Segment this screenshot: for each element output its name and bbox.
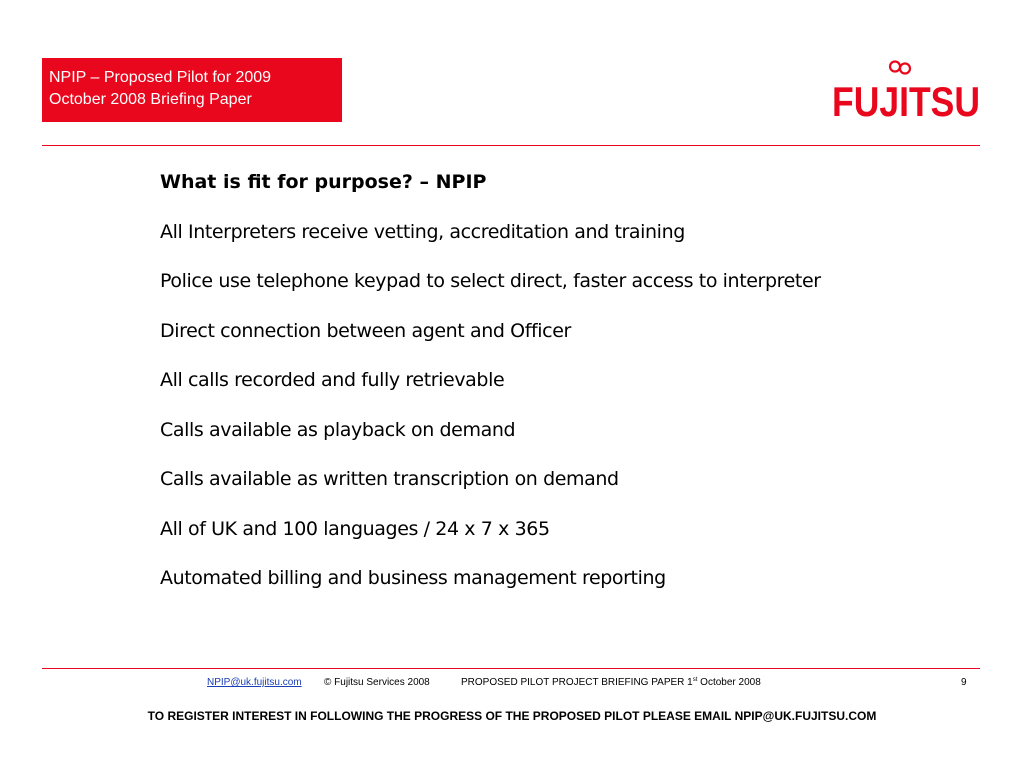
list-item: Police use telephone keypad to select direct, faster access to interpreter: [160, 270, 821, 292]
copyright-text: © Fujitsu Services 2008: [324, 677, 430, 688]
logo-wordmark: FUJITSU: [832, 78, 980, 125]
footer: [0, 676, 1024, 692]
list-item: Direct connection between agent and Officer: [160, 319, 571, 342]
list-item: Calls available as playback on demand: [160, 418, 516, 441]
title-line-1: NPIP – Proposed Pilot for 2009: [49, 69, 272, 86]
header-divider: [42, 145, 980, 146]
main-content: [160, 168, 990, 614]
list-item: Calls available as written transcription on demand: [160, 468, 619, 490]
list-item: All calls recorded and fully retrievable: [160, 369, 505, 391]
register-notice: TO REGISTER INTEREST IN FOLLOWING THE PROGRESS OF THE PROPOSED PILOT PLEASE EMAIL NPIP@UK.FUJITSU.COM: [147, 709, 877, 723]
infinity-icon: [890, 62, 910, 74]
fujitsu-logo: [832, 60, 982, 140]
briefing-text: [461, 677, 761, 688]
section-heading: What is fit for purpose? – NPIP: [160, 171, 487, 193]
briefing-ordinal: st: [692, 677, 698, 683]
list-item: Automated billing and business management reporting: [160, 567, 666, 589]
title-box: [42, 58, 342, 122]
briefing-prefix: PROPOSED PILOT PROJECT BRIEFING PAPER 1: [461, 677, 693, 688]
list-item: All of UK and 100 languages / 24 x 7 x 365: [160, 517, 550, 540]
page-number: 9: [961, 677, 967, 688]
footer-divider: [42, 668, 980, 669]
list-item: All Interpreters receive vetting, accreditation and training: [160, 220, 685, 243]
email-link[interactable]: NPIP@uk.fujitsu.com: [207, 677, 302, 688]
briefing-suffix: October 2008: [697, 677, 761, 688]
title-line-2: October 2008 Briefing Paper: [49, 91, 252, 108]
